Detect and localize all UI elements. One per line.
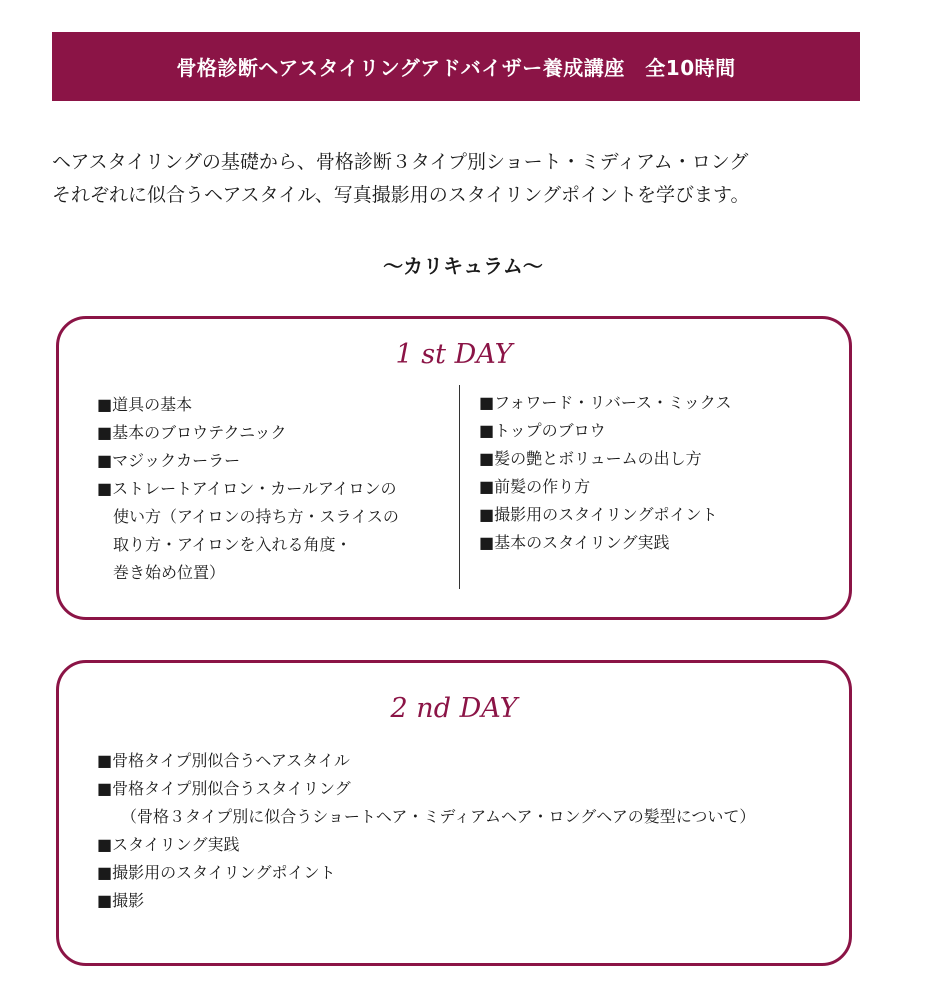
curriculum-title: 〜カリキュラム〜 <box>383 254 543 278</box>
list-item: ■道具の基本 <box>97 395 193 414</box>
list-item: ■基本のブロウテクニック <box>97 423 287 442</box>
list-item: ■骨格タイプ別似合うスタイリング <box>97 779 351 798</box>
list-item: ■撮影用のスタイリングポイント <box>479 505 718 524</box>
list-item: ■フォワード・リバース・ミックス <box>479 393 732 412</box>
list-item: ■前髪の作り方 <box>479 477 591 496</box>
list-item: ■髪の艶とボリュームの出し方 <box>479 449 702 468</box>
intro-paragraph <box>52 146 892 212</box>
list-item: ■撮影用のスタイリングポイント <box>97 863 336 882</box>
list-item: ■マジックカーラー <box>97 451 241 470</box>
list-item-note: （骨格３タイプ別に似合うショートヘア・ミディアムヘア・ロングヘアの髪型について） <box>121 807 756 826</box>
day1-heading: 1 st DAY <box>395 339 513 370</box>
list-item: ■トップのブロウ <box>479 421 606 440</box>
course-title: 骨格診断ヘアスタイリングアドバイザー養成講座 全10時間 <box>176 56 736 80</box>
day1-left-list <box>97 391 399 587</box>
day2-box <box>56 660 852 966</box>
list-item: ■骨格タイプ別似合うヘアスタイル <box>97 751 350 770</box>
day1-box <box>56 316 852 620</box>
course-title-banner <box>52 32 860 101</box>
column-divider <box>459 385 460 589</box>
day2-heading: 2 nd DAY <box>390 693 518 724</box>
list-item-line: 取り方・アイロンを入れる角度・ <box>113 535 352 554</box>
list-item-line: ■ストレートアイロン・カールアイロンの <box>97 479 397 498</box>
list-item-iron <box>97 475 399 587</box>
list-item-line: 巻き始め位置） <box>113 563 226 582</box>
intro-line: ヘアスタイリングの基礎から、骨格診断３タイプ別ショート・ミディアム・ロング <box>52 151 749 173</box>
list-item-line: 使い方（アイロンの持ち方・スライスの <box>113 507 399 526</box>
intro-line: それぞれに似合うヘアスタイル、写真撮影用のスタイリングポイントを学びます。 <box>52 184 750 206</box>
day1-right-list <box>479 389 732 557</box>
list-item: ■スタイリング実践 <box>97 835 240 854</box>
day2-list <box>97 747 755 915</box>
list-item: ■基本のスタイリング実践 <box>479 533 670 552</box>
list-item: ■撮影 <box>97 891 145 910</box>
